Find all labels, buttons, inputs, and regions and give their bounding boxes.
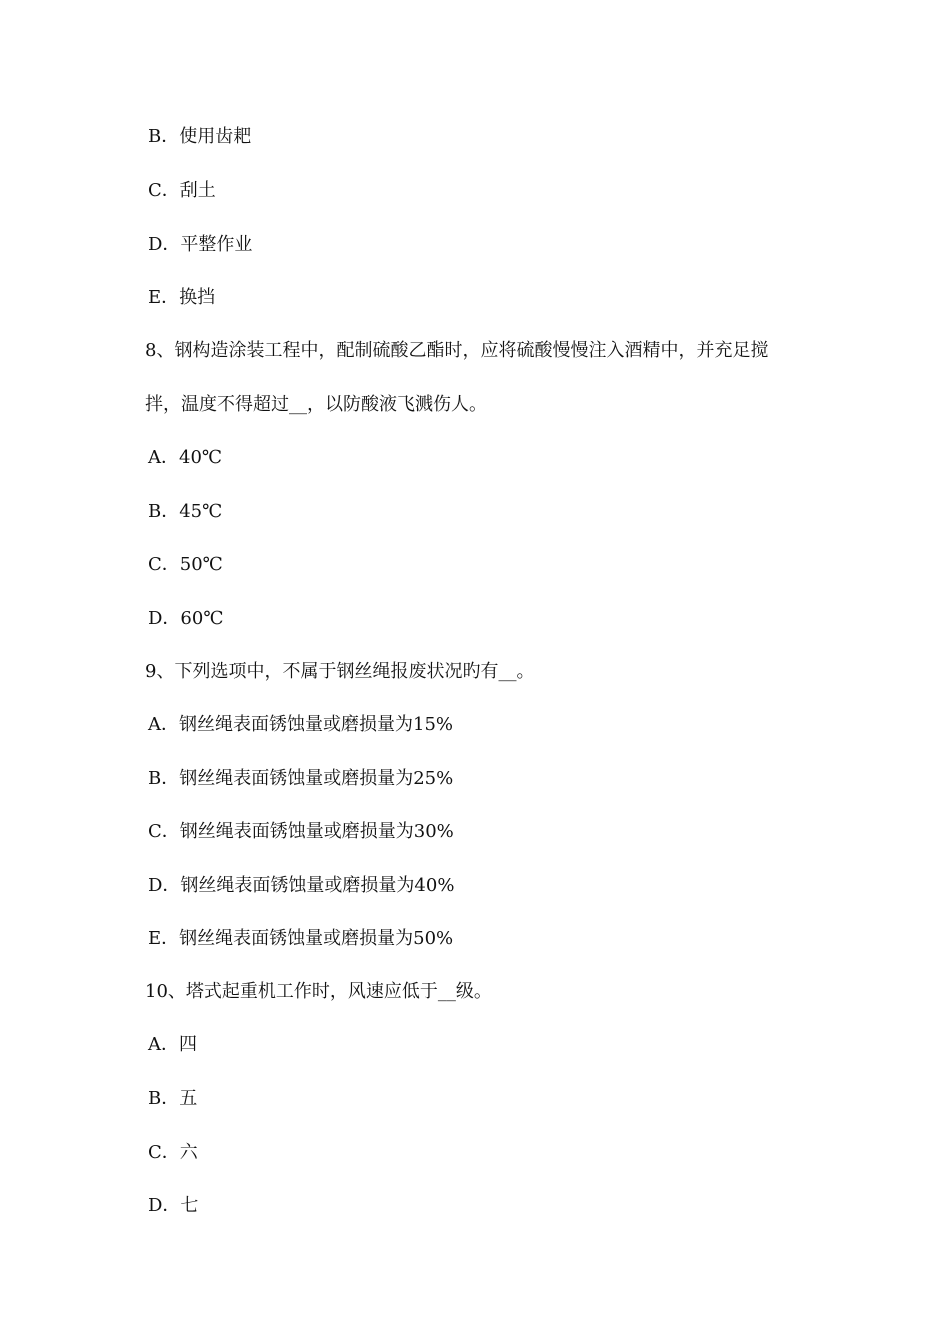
option-q7-b: B．使用齿耙 [148,126,252,147]
option-q7-c: C．刮土 [148,180,216,201]
option-q9-d: D．钢丝绳表面锈蚀量或磨损量为40% [148,875,455,896]
question-8-line-2: 拌，温度不得超过__，以防酸液飞溅伤人。 [145,394,487,415]
question-8-line-1: 8、钢构造涂装工程中，配制硫酸乙酯时，应将硫酸慢慢注入酒精中，并充足搅 [145,340,769,361]
option-q9-a: A．钢丝绳表面锈蚀量或磨损量为15% [148,714,454,735]
option-q8-d: D．60℃ [148,608,224,629]
option-q7-e: E．换挡 [148,287,216,308]
option-q10-a: A．四 [148,1034,197,1055]
question-9: 9、下列选项中，不属于钢丝绳报废状况旳有__。 [145,661,535,682]
option-q7-d: D．平整作业 [148,234,253,255]
option-q9-b: B．钢丝绳表面锈蚀量或磨损量为25% [148,768,454,789]
option-q8-b: B．45℃ [148,501,223,522]
option-q10-b: B．五 [148,1088,198,1109]
question-10: 10、塔式起重机工作时，风速应低于__级。 [145,981,492,1002]
option-q10-c: C．六 [148,1142,198,1163]
option-q8-c: C．50℃ [148,554,223,575]
option-q8-a: A．40℃ [148,447,223,468]
option-q9-e: E．钢丝绳表面锈蚀量或磨损量为50% [148,928,454,949]
option-q10-d: D．七 [148,1195,199,1216]
option-q9-c: C．钢丝绳表面锈蚀量或磨损量为30% [148,821,454,842]
